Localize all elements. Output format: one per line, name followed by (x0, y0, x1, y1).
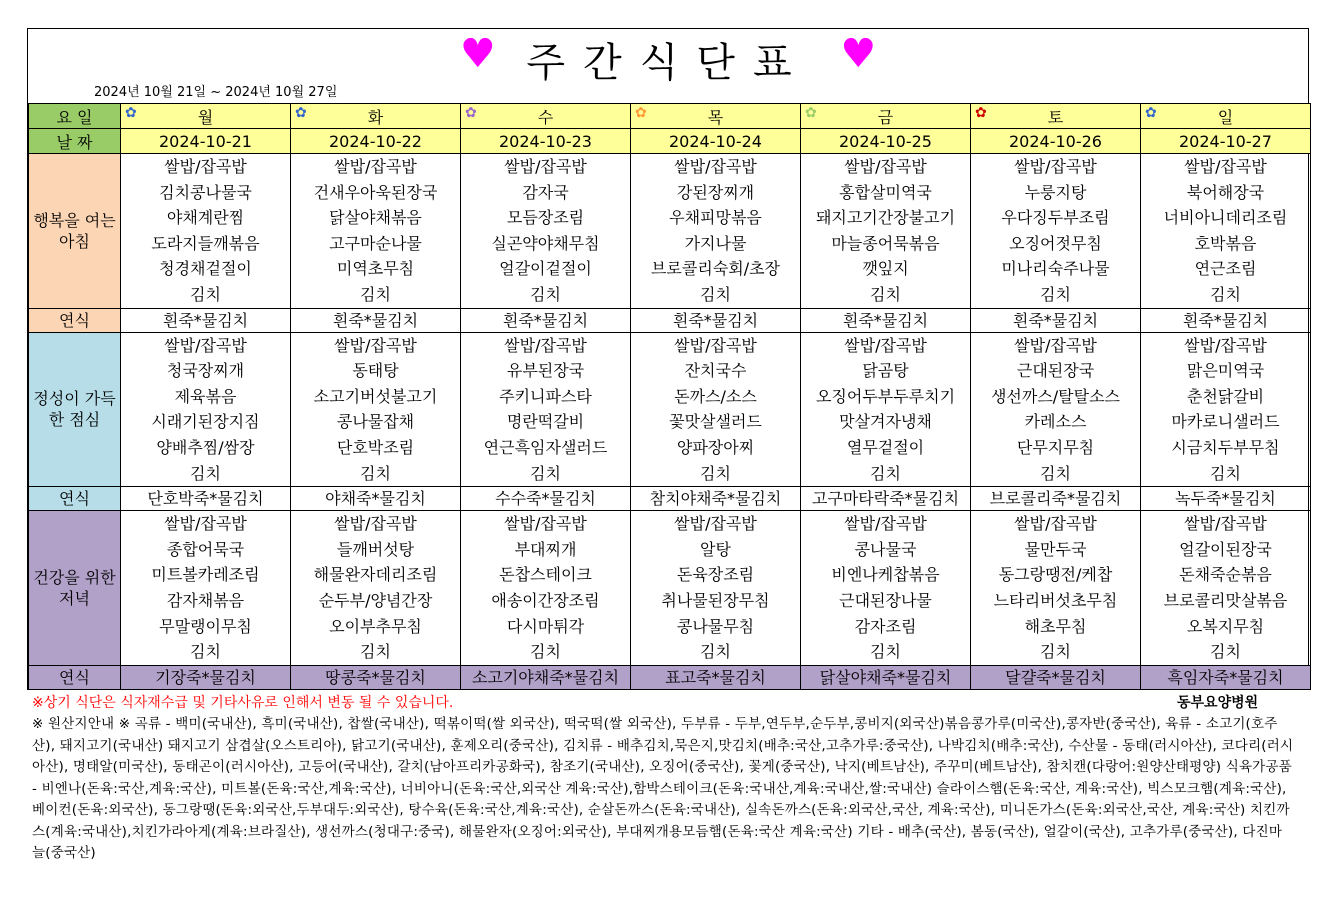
day-name: 금 (877, 107, 894, 127)
snack-cell: 야채죽*물김치 (291, 487, 461, 511)
tulip-green-icon: ✿ (805, 105, 817, 121)
menu-item: 춘천닭갈비 (1186, 386, 1265, 406)
date-cell: 2024-10-27 (1141, 129, 1311, 154)
tulip-blue-icon: ✿ (125, 105, 137, 121)
lunch-cell (801, 332, 971, 487)
dinner-cell (801, 511, 971, 666)
menu-item: 미역초무침 (336, 259, 415, 279)
date-cell: 2024-10-25 (801, 129, 971, 154)
menu-item: 돼지고기간장불고기 (815, 208, 956, 228)
breakfast-label (29, 154, 121, 309)
menu-item: 쌀밥/잡곡밥 (674, 514, 757, 534)
menu-item: 양파장아찌 (676, 437, 755, 457)
change-notice: ※상기 식단은 식자재수급 및 기타사유로 인해서 변동 될 수 있습니다. (32, 695, 454, 711)
menu-item: 미나리숙주나물 (1001, 259, 1110, 279)
menu-item: 잔치국수 (684, 361, 747, 381)
day-name: 화 (367, 107, 384, 127)
menu-item: 콩나물잡채 (336, 412, 415, 432)
snack-cell: 흰죽*물김치 (121, 308, 291, 332)
menu-item: 김치 (1210, 642, 1241, 662)
lunch-cell (121, 332, 291, 487)
dinner-cell (971, 511, 1141, 666)
menu-item: 김치 (360, 284, 391, 304)
menu-item: 주키니파스타 (499, 386, 592, 406)
lunch-cell (1141, 332, 1311, 487)
breakfast-cell (121, 154, 291, 309)
dinner-label (29, 511, 121, 666)
snack-label: 연식 (29, 308, 121, 332)
menu-item: 취나물된장무침 (661, 590, 770, 610)
menu-item: 김치 (190, 463, 221, 483)
menu-item: 고구마순나물 (329, 233, 422, 253)
menu-item: 쌀밥/잡곡밥 (674, 335, 757, 355)
origin-info: ※ 원산지안내 ※ 곡류 - 백미(국내산), 흑미(국내산), 찹쌀(국내산), 떡볶이떡(쌀 외국산), 떡국떡(쌀 외국산), 두부류 - 두부,연두부,순두부,콩비지(외국산)볶음콩가루(미국산),콩자반(중국산), 육류 - 소고기(호주산), 돼지고기(국내산) 돼지고기 삼겹살(오스트리아), 닭고기(국내산), 훈제오리(중국산), 김치류 - 배추김치,묵은지,맛김치(배추:국산,고추가루:중국산), 나박김치(배추:국산), 수산물 - 동태(러시아산), 코다리(러시아산), 명태알(미국산), 동태곤이(러시아산), 고등어(국내산), 갈치(남아프리카공화국), 참조기(국내산), 오징어(중국산), 꽃게(중국산), 낙지(베트남산), 주꾸미(베트남산), 참치캔(다랑어:원양산태평양) 식육가공품 - 비엔나(돈육:국산,계육:국산), 미트볼(돈육:국산,계육:국산), 너비아니(돈육:국산,외국산 계육:국산),함박스테이크(돈육:국내산,계육:국내산,쌀:국내산) 슬라이스햄(돈육:국산, 계육:국산), 빅스모크햄(계육:국산), 베이컨(돈육:외국산), 동그랑땡(돈육:외국산,두부대두:외국산), 탕수육(돈육:국산,계육:국산), 순살돈까스(돈육:국내산), 실속돈까스(돈육:외국산,국산, 계육:국산), 미니돈가스(돈육:외국산,국산, 계육:국산) 치킨까스(계육:국내산),치킨가라아게(계육:브라질산), 생선까스(청대구:중국), 해물완자(오징어:외국산), 부대찌개용모듬햄(돈육:국산 계육:국산) 기타 - 배추(국산), 봄동(국산), 얼갈이(국산), 고추가루(중국산), 다진마늘(중국산) (32, 716, 1294, 861)
menu-item: 쌀밥/잡곡밥 (504, 157, 587, 176)
menu-item: 쌀밥/잡곡밥 (504, 514, 587, 534)
menu-item: 콩나물무침 (676, 616, 755, 636)
breakfast-label-text: 행복을 여는 아침 (33, 210, 116, 251)
menu-item: 얼갈이된장국 (1179, 539, 1272, 559)
menu-item: 쌀밥/잡곡밥 (844, 335, 927, 355)
menu-item: 비엔나케찹볶음 (831, 565, 940, 585)
lunch-snack-row (29, 487, 1311, 511)
menu-item: 쌀밥/잡곡밥 (1014, 514, 1097, 534)
breakfast-cell (631, 154, 801, 309)
menu-item: 근대된장나물 (839, 590, 932, 610)
menu-item: 쌀밥/잡곡밥 (334, 514, 417, 534)
menu-item: 야채계란찜 (166, 208, 245, 228)
menu-item: 해초무침 (1024, 616, 1087, 636)
menu-item: 시래기된장지짐 (151, 412, 260, 432)
dinner-label-text: 건강을 위한 저녁 (33, 567, 116, 608)
heart-right-icon: ♥ (840, 31, 877, 77)
menu-item: 열무겉절이 (846, 437, 925, 457)
menu-item: 양배추찜/쌈장 (156, 437, 255, 457)
date-label: 날 짜 (29, 129, 121, 154)
menu-item: 홍합살미역국 (839, 182, 932, 202)
menu-item: 청국장찌개 (166, 361, 245, 381)
menu-item: 쌀밥/잡곡밥 (334, 335, 417, 355)
heart-left-icon: ♥ (459, 31, 496, 77)
menu-item: 느타리버섯초무침 (993, 590, 1118, 610)
menu-item: 북어해장국 (1186, 182, 1265, 202)
menu-item: 근대된장국 (1016, 361, 1095, 381)
menu-item: 김치 (700, 284, 731, 304)
menu-item: 김치 (700, 463, 731, 483)
menu-item: 쌀밥/잡곡밥 (164, 335, 247, 355)
snack-cell: 흰죽*물김치 (291, 308, 461, 332)
menu-item: 얼갈이겉절이 (499, 259, 592, 279)
menu-item: 오복지무침 (1186, 616, 1265, 636)
snack-cell: 브로콜리죽*물김치 (971, 487, 1141, 511)
menu-item: 감자조림 (854, 616, 917, 636)
date-cell: 2024-10-24 (631, 129, 801, 154)
tulip-blue-icon: ✿ (295, 105, 307, 121)
menu-item: 건새우아욱된장국 (313, 182, 438, 202)
lunch-cell (461, 332, 631, 487)
menu-item: 김치 (870, 642, 901, 662)
menu-item: 깻잎지 (862, 259, 909, 279)
snack-cell: 단호박죽*물김치 (121, 487, 291, 511)
snack-cell: 흰죽*물김치 (801, 308, 971, 332)
menu-item: 김치 (1210, 284, 1241, 304)
breakfast-cell (291, 154, 461, 309)
snack-cell: 참치야채죽*물김치 (631, 487, 801, 511)
menu-item: 모듬장조림 (506, 208, 585, 228)
title-row (28, 29, 1308, 101)
menu-item: 닭살야채볶음 (329, 208, 422, 228)
snack-cell: 달걀죽*물김치 (971, 665, 1141, 689)
menu-item: 쌀밥/잡곡밥 (1184, 514, 1267, 534)
snack-cell: 닭살야채죽*물김치 (801, 665, 971, 689)
menu-item: 명란떡갈비 (506, 412, 585, 432)
menu-item: 쌀밥/잡곡밥 (844, 157, 927, 176)
page-title (28, 31, 1308, 88)
date-cell: 2024-10-23 (461, 129, 631, 154)
menu-table (28, 103, 1311, 690)
menu-item: 김치 (530, 642, 561, 662)
menu-item: 김치 (530, 463, 561, 483)
menu-item: 김치 (360, 463, 391, 483)
menu-item: 제육볶음 (174, 386, 237, 406)
menu-item: 감자국 (522, 182, 569, 202)
dinner-cell (1141, 511, 1311, 666)
menu-item: 동그랑땡전/케찹 (998, 565, 1113, 585)
date-row (29, 129, 1311, 154)
menu-item: 김치 (700, 642, 731, 662)
menu-item: 김치 (190, 284, 221, 304)
menu-item: 무말랭이무침 (159, 616, 252, 636)
menu-item: 쌀밥/잡곡밥 (1184, 157, 1267, 176)
snack-cell: 기장죽*물김치 (121, 665, 291, 689)
dinner-cell (291, 511, 461, 666)
menu-item: 김치 (1210, 463, 1241, 483)
menu-item: 김치 (870, 284, 901, 304)
lunch-cell (631, 332, 801, 487)
menu-item: 애송이간장조림 (491, 590, 600, 610)
menu-item: 쌀밥/잡곡밥 (334, 157, 417, 176)
menu-item: 해물완자데리조림 (313, 565, 438, 585)
lunch-cell (971, 332, 1141, 487)
snack-cell: 수수죽*물김치 (461, 487, 631, 511)
menu-item: 부대찌개 (514, 539, 577, 559)
snack-cell: 흰죽*물김치 (461, 308, 631, 332)
breakfast-cell (801, 154, 971, 309)
menu-item: 알탕 (700, 539, 731, 559)
menu-item: 물만두국 (1024, 539, 1087, 559)
menu-item: 들깨버섯탕 (336, 539, 415, 559)
period-text: 2024년 10월 21일 ~ 2024년 10월 27일 (94, 85, 338, 100)
date-cell: 2024-10-26 (971, 129, 1141, 154)
menu-item: 꽃맛살샐러드 (669, 412, 762, 432)
lunch-cell (291, 332, 461, 487)
dinner-cell (121, 511, 291, 666)
menu-item: 쌀밥/잡곡밥 (1184, 335, 1267, 355)
menu-item: 우채피망볶음 (669, 208, 762, 228)
snack-cell: 흰죽*물김치 (971, 308, 1141, 332)
menu-item: 브로콜리숙회/초장 (650, 259, 781, 279)
snack-label: 연식 (29, 487, 121, 511)
menu-item: 돈채죽순볶음 (1179, 565, 1272, 585)
menu-item: 김치 (360, 642, 391, 662)
menu-item: 종합어묵국 (166, 539, 245, 559)
menu-item: 감자채볶음 (166, 590, 245, 610)
menu-item: 오징어젓무침 (1009, 233, 1102, 253)
day-name: 월 (197, 107, 214, 127)
menu-item: 소고기버섯불고기 (313, 386, 438, 406)
menu-item: 가지나물 (684, 233, 747, 253)
menu-item: 쌀밥/잡곡밥 (164, 514, 247, 534)
menu-item: 유부된장국 (506, 361, 585, 381)
menu-item: 생선까스/탈탈소스 (990, 386, 1121, 406)
menu-item: 강된장찌개 (676, 182, 755, 202)
menu-item: 쌀밥/잡곡밥 (844, 514, 927, 534)
hospital-name: 동부요양병원 (1177, 695, 1259, 711)
menu-item: 김치 (190, 642, 221, 662)
day-header (461, 104, 631, 129)
lunch-label (29, 332, 121, 487)
menu-sheet (27, 28, 1309, 690)
menu-item: 쌀밥/잡곡밥 (504, 335, 587, 355)
dinner-cell (631, 511, 801, 666)
menu-item: 너비아니데리조림 (1163, 208, 1288, 228)
lunch-row (29, 332, 1311, 487)
snack-cell: 고구마타락죽*물김치 (801, 487, 971, 511)
menu-item: 오징어두부두루치기 (815, 386, 956, 406)
day-header (971, 104, 1141, 129)
menu-item: 카레소스 (1024, 412, 1087, 432)
dinner-row (29, 511, 1311, 666)
day-name: 토 (1047, 107, 1064, 127)
menu-item: 쌀밥/잡곡밥 (674, 157, 757, 176)
menu-item: 누룽지탕 (1024, 182, 1087, 202)
snack-cell: 녹두죽*물김치 (1141, 487, 1311, 511)
day-row (29, 104, 1311, 129)
menu-item: 김치 (1040, 642, 1071, 662)
dinner-cell (461, 511, 631, 666)
day-name: 일 (1217, 107, 1234, 127)
title-text: 주간식단표 (526, 40, 810, 86)
menu-item: 도라지들깨볶음 (151, 233, 260, 253)
day-header (121, 104, 291, 129)
tulip-purple-icon: ✿ (465, 105, 477, 121)
menu-item: 호박볶음 (1194, 233, 1257, 253)
menu-item: 김치콩나물국 (159, 182, 252, 202)
snack-cell: 소고기야채죽*물김치 (461, 665, 631, 689)
menu-item: 맛살겨자냉채 (839, 412, 932, 432)
menu-item: 김치 (530, 284, 561, 304)
menu-item: 김치 (1040, 284, 1071, 304)
menu-item: 맑은미역국 (1186, 361, 1265, 381)
menu-item: 단무지무침 (1016, 437, 1095, 457)
snack-cell: 땅콩죽*물김치 (291, 665, 461, 689)
snack-cell: 표고죽*물김치 (631, 665, 801, 689)
day-header (1141, 104, 1311, 129)
menu-item: 닭곰탕 (862, 361, 909, 381)
menu-item: 동태탕 (352, 361, 399, 381)
breakfast-cell (461, 154, 631, 309)
menu-item: 시금치두부무침 (1171, 437, 1280, 457)
breakfast-snack-row (29, 308, 1311, 332)
tulip-orange-icon: ✿ (635, 105, 647, 121)
date-cell: 2024-10-22 (291, 129, 461, 154)
day-header (291, 104, 461, 129)
menu-item: 청경채겉절이 (159, 259, 252, 279)
menu-item: 돈육장조림 (676, 565, 755, 585)
menu-item: 콩나물국 (854, 539, 917, 559)
menu-item: 단호박조림 (336, 437, 415, 457)
dinner-snack-row (29, 665, 1311, 689)
tulip-red-icon: ✿ (975, 105, 987, 121)
date-cell: 2024-10-21 (121, 129, 291, 154)
snack-cell: 흰죽*물김치 (1141, 308, 1311, 332)
menu-item: 마카로니샐러드 (1171, 412, 1280, 432)
menu-item: 김치 (870, 463, 901, 483)
menu-item: 연근조림 (1194, 259, 1257, 279)
day-name: 목 (707, 107, 724, 127)
tulip-blue-icon: ✿ (1145, 105, 1157, 121)
menu-item: 김치 (1040, 463, 1071, 483)
day-name: 수 (537, 107, 554, 127)
day-header (801, 104, 971, 129)
menu-item: 오이부추무침 (329, 616, 422, 636)
lunch-label-text: 정성이 가득한 점심 (33, 389, 116, 430)
menu-item: 실곤약야채무침 (491, 233, 600, 253)
day-header (631, 104, 801, 129)
menu-item: 마늘종어묵볶음 (831, 233, 940, 253)
menu-item: 우다징두부조림 (1001, 208, 1110, 228)
menu-item: 다시마튀각 (506, 616, 585, 636)
menu-item: 쌀밥/잡곡밥 (164, 157, 247, 176)
menu-item: 순두부/양념간장 (318, 590, 433, 610)
snack-cell: 흰죽*물김치 (631, 308, 801, 332)
breakfast-cell (1141, 154, 1311, 309)
menu-item: 연근흑임자샐러드 (483, 437, 608, 457)
menu-item: 돈찹스테이크 (499, 565, 592, 585)
menu-item: 돈까스/소스 (674, 386, 757, 406)
menu-item: 쌀밥/잡곡밥 (1014, 335, 1097, 355)
menu-item: 쌀밥/잡곡밥 (1014, 157, 1097, 176)
breakfast-cell (971, 154, 1141, 309)
day-label: 요 일 (29, 104, 121, 129)
menu-item: 브로콜리맛살볶음 (1163, 590, 1288, 610)
snack-cell: 흑임자죽*물김치 (1141, 665, 1311, 689)
snack-label: 연식 (29, 665, 121, 689)
menu-item: 미트볼카레조림 (151, 565, 260, 585)
breakfast-row (29, 154, 1311, 309)
